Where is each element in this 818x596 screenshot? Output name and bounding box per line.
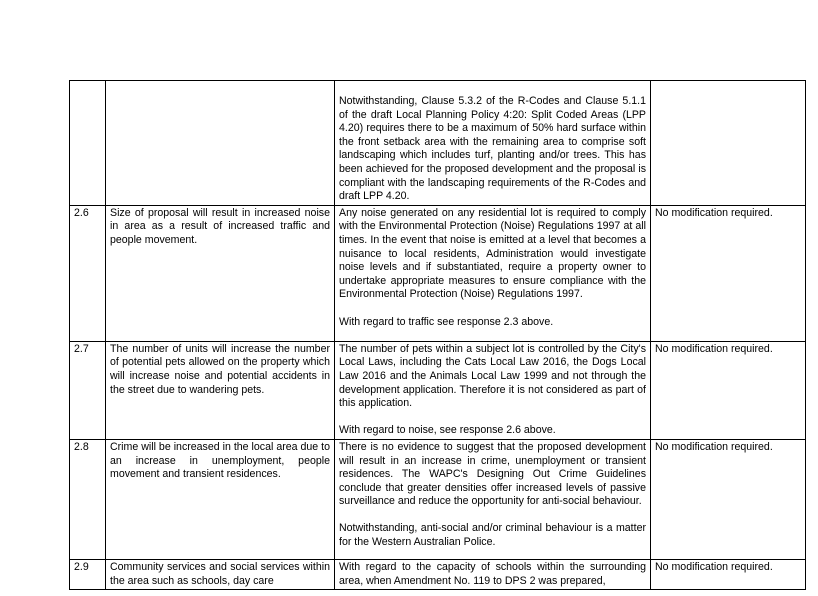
response-paragraph: With regard to traffic see response 2.3 above. — [339, 315, 554, 328]
row-number: 2.8 — [70, 439, 106, 559]
concern-cell: Crime will be increased in the local area due to an increase in unemployment, people movement and transient residences. — [106, 439, 335, 559]
response-paragraph: With regard to noise, see response 2.6 above. — [339, 424, 556, 437]
response-paragraph: Notwithstanding, Clause 5.3.2 of the R-Codes and Clause 5.1.1 of the draft Local Planning Policy 4:20: Split Coded Areas (LPP 4.20) requires there to be a maximum of 50% hard surface within the front setback area with the remaining area to comprise soft landscaping which includes turf, planting and/or trees. This has been achieved for the proposed development and the proposal is compliant with the landscaping requirements of the R-Codes and draft LPP 4.20. — [339, 95, 646, 203]
response-paragraph: The number of pets within a subject lot is controlled by the City's Local Laws, including the Cats Local Law 2016, the Dogs Local Law 2016 and the Animals Local Law 1999 and not through the development application. Therefore it is not considered as part of this application. — [339, 342, 646, 410]
row-number: 2.9 — [70, 559, 106, 589]
table-row — [70, 439, 806, 559]
modification-cell: No modification required. — [651, 341, 806, 439]
response-paragraph: Notwithstanding, anti-social and/or criminal behaviour is a matter for the Western Australian Police. — [339, 522, 646, 549]
response-paragraph: There is no evidence to suggest that the proposed development will result in an increase in crime, unemployment or transient residences. The WAPC's Designing Out Crime Guidelines conclude that greater densities offer increased levels of passive surveillance and reduce the opportunity for anti-social behaviour. — [339, 440, 646, 508]
table-row — [70, 559, 806, 589]
concern-cell: Community services and social services within the area such as schools, day care — [106, 559, 335, 589]
modification-cell: No modification required. — [651, 559, 806, 589]
response-cell — [335, 81, 651, 206]
concern-cell — [106, 81, 335, 206]
modification-cell: No modification required. — [651, 439, 806, 559]
concern-cell: The number of units will increase the number of potential pets allowed on the property which will increase noise and potential accidents in the street due to wandering pets. — [106, 341, 335, 439]
response-paragraph: Any noise generated on any residential lot is required to comply with the Environmental Protection (Noise) Regulations 1997 at all times. In the event that noise is emitted at a level that becomes a nuisance to local residents, Administration would investigate noise levels and if substantiated, require a property owner to undertake appropriate measures to ensure compliance with the Environmental Protection (Noise) Regulations 1997. — [339, 206, 646, 301]
modification-cell — [651, 81, 806, 206]
response-cell — [335, 559, 651, 589]
concern-cell: Size of proposal will result in increased noise in area as a result of increased traffic and people movement. — [106, 205, 335, 341]
response-cell — [335, 205, 651, 341]
submissions-table — [69, 80, 806, 590]
modification-cell: No modification required. — [651, 205, 806, 341]
table-row — [70, 205, 806, 341]
response-cell — [335, 439, 651, 559]
row-number: 2.6 — [70, 205, 106, 341]
table-row — [70, 81, 806, 206]
row-number — [70, 81, 106, 206]
response-paragraph: With regard to the capacity of schools within the surrounding area, when Amendment No. 119 to DPS 2 was prepared, — [339, 560, 646, 587]
table-row — [70, 341, 806, 439]
response-cell — [335, 341, 651, 439]
row-number: 2.7 — [70, 341, 106, 439]
